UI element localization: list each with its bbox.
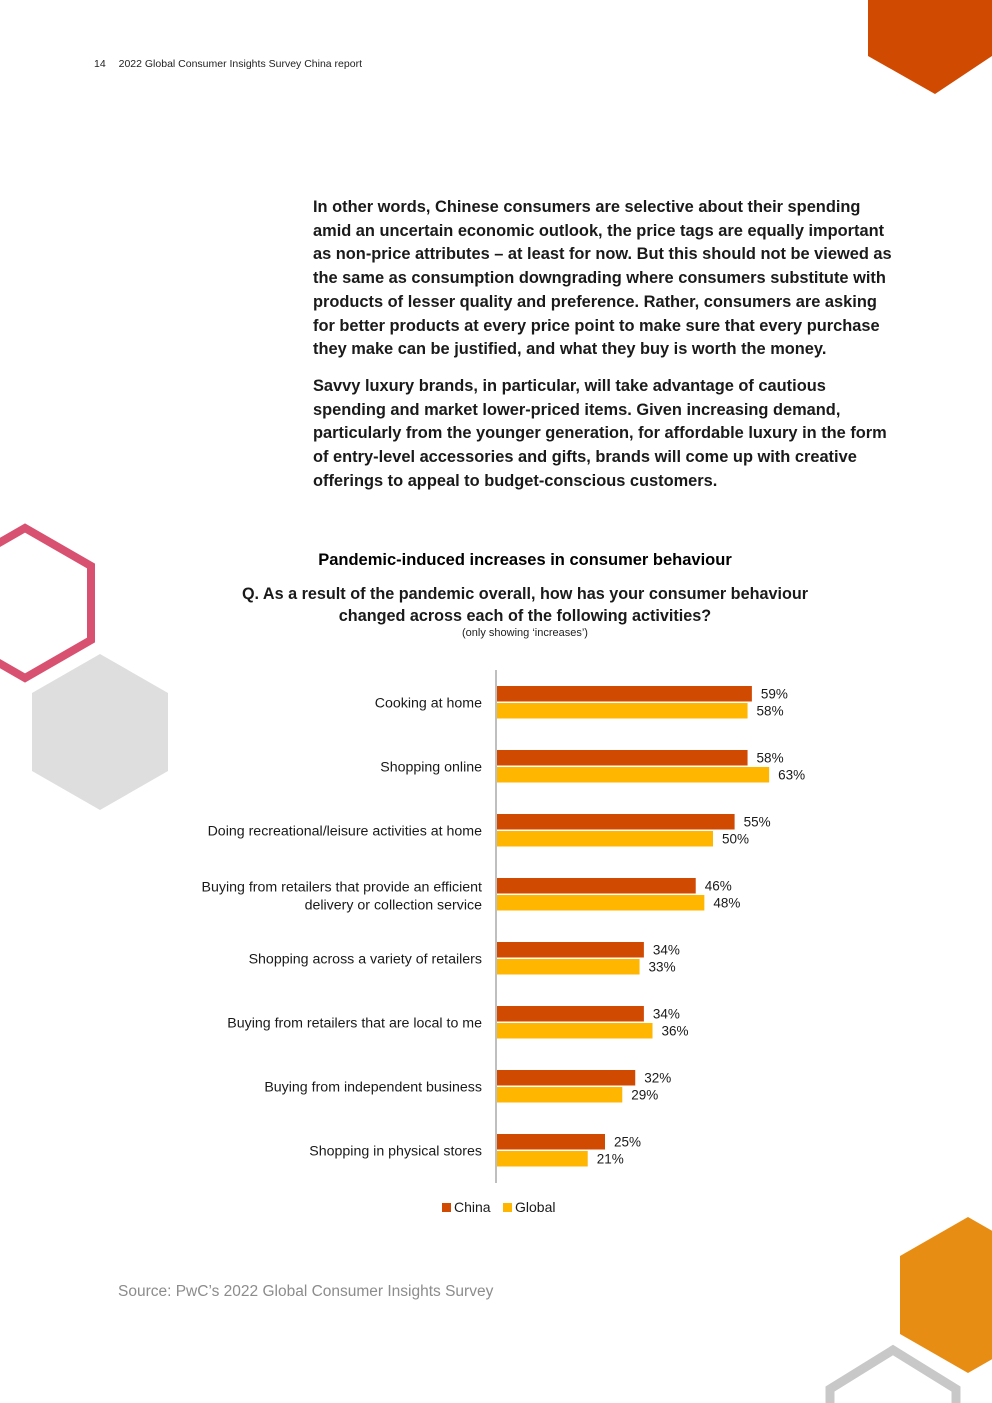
bar-china [497, 942, 644, 958]
bar-china [497, 814, 735, 830]
bar-china [497, 878, 696, 894]
category-label: Buying from independent business [264, 1079, 482, 1096]
paragraph: In other words, Chinese consumers are selective about their spending amid an uncertain economic outlook, the price tags are equally important as non-price attributes – at least for now. But this should not be viewed as the same as consumption downgrading where consumers substitute with products of lesser quality and preference. Rather, consumers are asking for better products at every price point to make sure that every purchase they make can be justified, and what they buy is worth the money. [313, 198, 892, 359]
bar-global [497, 1151, 588, 1167]
hexagon-amber-bottom-icon [900, 1217, 992, 1373]
category-label: Cooking at home [374, 695, 482, 712]
data-label-china: 59% [760, 686, 788, 702]
data-label-china: 34% [652, 942, 680, 958]
legend-label-china: China [454, 1199, 491, 1215]
category-label [202, 879, 483, 913]
bar-china [497, 1006, 644, 1022]
bar-china [497, 750, 748, 766]
data-label-global: 29% [631, 1087, 659, 1103]
page-number: 14 [94, 58, 106, 70]
category-label: Shopping online [380, 759, 482, 776]
data-label-china: 25% [614, 1134, 642, 1150]
category-label: Shopping in physical stores [309, 1143, 482, 1160]
category-label-line: delivery or collection service [304, 897, 482, 914]
data-label-china: 55% [743, 814, 771, 830]
category-label: Doing recreational/leisure activities at home [207, 823, 482, 840]
category-label: Shopping across a variety of retailers [248, 951, 482, 968]
data-label-global: 33% [648, 959, 676, 975]
category-label: Buying from retailers that are local to me [227, 1015, 482, 1032]
legend-swatch-china [442, 1203, 451, 1212]
data-label-global: 36% [661, 1023, 689, 1039]
bar-global [497, 1023, 653, 1039]
data-label-china: 32% [644, 1070, 672, 1086]
bar-china [497, 686, 752, 702]
bar-global [497, 895, 704, 911]
chart-question: Q. As a result of the pandemic overall, how has your consumer behaviour changed across each of the following activities? [241, 585, 809, 625]
bar-global [497, 959, 640, 975]
hexagon-grey-outline-bottom-icon [830, 1350, 956, 1403]
legend-label-global: Global [515, 1199, 556, 1215]
legend-swatch-global [503, 1203, 512, 1212]
bar-global [497, 1087, 622, 1103]
bar-china [497, 1134, 605, 1150]
bar-global [497, 767, 769, 783]
report-title: 2022 Global Consumer Insights Survey China report [118, 58, 362, 70]
paragraph: Savvy luxury brands, in particular, will take advantage of cautious spending and market lower-priced items. Given increasing demand, particularly from the younger generation, for affordable luxury in the form of entry-level accessories and gifts, brands will come up with creative offerings to appeal to budget-conscious customers. [313, 376, 887, 490]
source-note: Source: PwC’s 2022 Global Consumer Insights Survey [118, 1283, 494, 1300]
bar-china [497, 1070, 635, 1086]
data-label-global: 58% [756, 703, 784, 719]
bar-global [497, 703, 748, 719]
data-label-china: 46% [704, 878, 732, 894]
chart-title: Pandemic-induced increases in consumer behaviour [318, 551, 732, 569]
data-label-global: 21% [596, 1151, 624, 1167]
chart-note: (only showing ‘increases’) [462, 627, 588, 639]
data-label-china: 34% [652, 1006, 680, 1022]
data-label-china: 58% [756, 750, 784, 766]
data-label-global: 63% [778, 767, 806, 783]
category-label-line: Buying from retailers that provide an efficient [201, 879, 482, 896]
data-label-global: 50% [722, 831, 750, 847]
bar-global [497, 831, 713, 847]
data-label-global: 48% [713, 895, 741, 911]
